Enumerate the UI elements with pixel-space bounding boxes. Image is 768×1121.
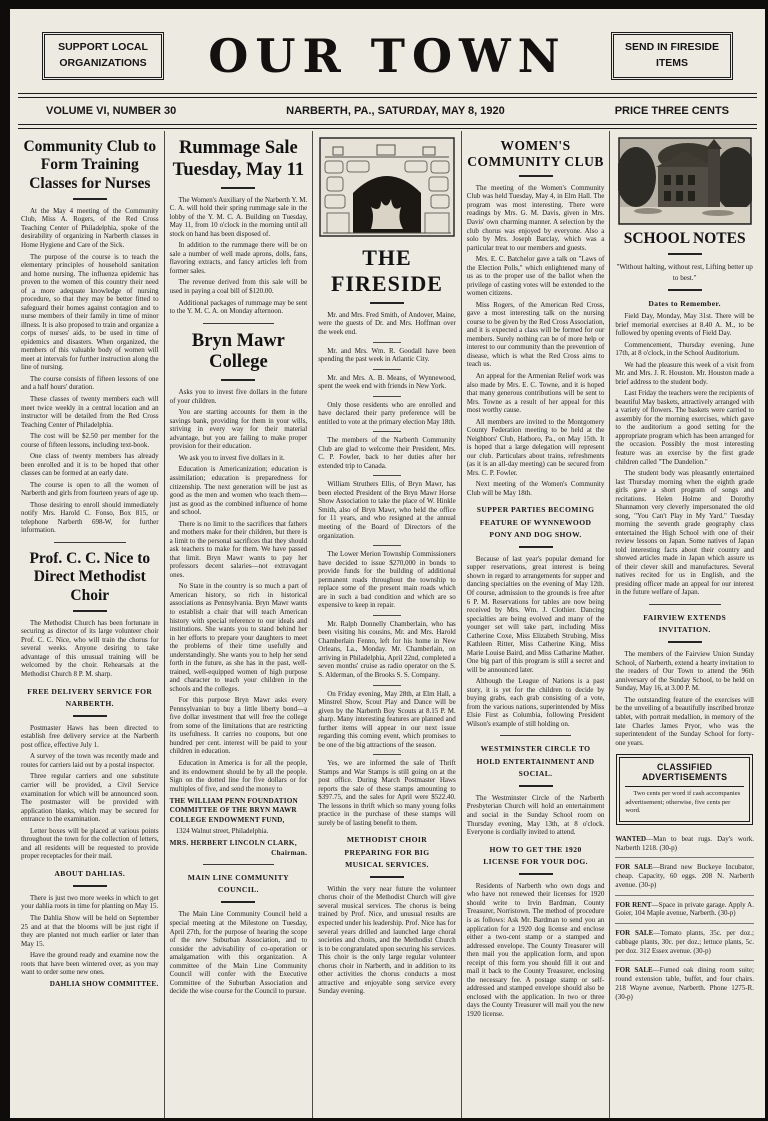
column-4	[462, 131, 611, 1118]
subhead-dog-license: HOW TO GET THE 1920 LICENSE FOR YOUR DOG.	[483, 844, 588, 866]
paragraph: These classes of twenty members each will meet twice weekly in a central location and an instructor will be detailed from the Red Cross Teaching Center of Philadelphia.	[21, 395, 159, 429]
headline-divider	[73, 198, 107, 200]
headline-womens-community-club: WOMEN'S COMMUNITY CLUB	[467, 138, 604, 169]
classified-ads-list	[615, 830, 754, 1007]
headline-divider	[221, 901, 255, 903]
subhead-about-dahlias: ABOUT DAHLIAS.	[54, 868, 126, 878]
article-womens-club	[467, 184, 605, 498]
article-dog-license	[467, 882, 605, 1019]
headline-divider	[73, 885, 107, 887]
paragraph: Although the League of Nations is a past story, it is yet for the children to decide by buying grabs, each grab consisting of a vote, from the various nations, superintended by Miss Elsie First as Columbia, following President Wilson's example of still holding on.	[466, 677, 605, 728]
paragraph: Mrs. E. C. Batchelor gave a talk on "Laws of the Election Polls," which enlightened many of us as to the proper use of the ballot when the privilege of casting votes will be extended to the women citizens.	[466, 255, 605, 298]
paragraph: The revenue derived from this sale will be used in paying a coal bill of $120.00.	[169, 278, 308, 295]
masthead	[16, 13, 759, 91]
paragraph: The Main Line Community Council held a special meeting at the Milestone on Tuesday, April 27th, for the purpose of hearing the scope of the new Suburban Association, and to consider the advisability of co-operation or amalgamation with this organization. A committee of the Main Line Community Council will confer with the Executive Committee of the Suburban Association and decide the wise course for the Council to pursue.	[169, 910, 308, 996]
headline-divider	[668, 641, 702, 643]
paragraph: Letter boxes will be placed at various points throughout the town for the collection of letters, and all residents will be requested to provide proper receptacles for their mail.	[21, 826, 159, 861]
article-main-line-council	[170, 910, 308, 995]
paragraph: You are starting accounts for them in the savings bank, providing for them in your wills, striving in every way for their material advantage, but you are failing to make proper provision for their education.	[169, 408, 308, 451]
paragraph: Three regular carriers and one substitute carrier will be provided, a Civil Service examination for which will be announced soon. The postmaster will be provided with application blanks, which may be secured for entrance to the examination.	[21, 772, 159, 824]
section-divider	[203, 323, 275, 324]
volume-number: VOLUME VI, NUMBER 30	[46, 105, 177, 117]
subhead-supper-parties: SUPPER PARTIES BECOMING FEATURE OF WYNNEWOOD PONY AND DOG SHOW.	[476, 505, 595, 539]
classified-ad-label: FOR SALE	[615, 929, 654, 938]
paragraph: The student body was pleasantly entertained last Thursday morning when the eighth grade girls gave a short program of songs and recitations. Helen Holme and Dorothy Shannamon very cleverly impersonated the old song, "You Can't Play in My Yard." Tuesday morning the seventh grade geography class entertained the High School with one of their review lessons on Japan. Some natives of Japan told interesting facts about their country and showed articles made in Japan which assure us of their clever skill and manufactures. Several natives recited for us in English, and the presiding officer made an appeal for our interest in the future welfare of Japan.	[615, 469, 754, 597]
fireside-item: Yes, we are informed the sale of Thrift Stamps and War Stamps is still going on at the post office. During March Postmaster Haws reports the sale of these stamps amounting to $397.75, and the sales for April were $522.40. The lessons in thrift which so many young folks practice in the purchase of these stamps will surely be of lasting benefit to them.	[318, 759, 456, 827]
paragraph: A survey of the town was recently made and routes for carriers laid out by a postal inspector.	[21, 752, 159, 769]
fireside-item: Mr. and Mrs. Fred Smith, of Andover, Maine, were the guests of Dr. and Mrs. Hoffman over the week end.	[318, 311, 456, 343]
fireside-item: Mr. Ralph Donnelly Chamberlain, who has been visiting his cousins, Mr. and Mrs. Harold Chamberlain Fenno, left for his home in New Orleans, La., Monday. Mr. Chamberlain, on arriving in Philadelphia, April 22nd, completed a seven months' cruise as radio operator on the S. S. Alderman, of the Brooks S. S. Company.	[318, 620, 456, 686]
paragraph: All members are invited to the Montgomery County Federation meeting to be held at the Neighbors' Club, Hatboro, Pa., on May 15th. It is hoped that a large delegation will represent our club. Particulars about trains, refreshments (as it is an all-day meeting) can be secured from Mrs. C. P. Fowler.	[466, 417, 605, 477]
paragraph: Have the ground ready and examine now the roots that have been wintered over, as you may want to order some new ones.	[21, 951, 159, 977]
subhead-main-line-council: MAIN LINE COMMUNITY COUNCIL.	[187, 873, 290, 895]
article-pony-dog-show	[467, 555, 605, 729]
headline-rummage-sale: Rummage Sale Tuesday, May 11	[172, 138, 305, 180]
article-westminster-circle	[467, 794, 605, 837]
headline-bryn-mawr: Bryn Mawr College	[191, 330, 285, 373]
section-divider	[54, 542, 126, 543]
paragraph: The meeting of the Women's Community Club was held Tuesday, May 4, in Elm Hall. The program was most interesting. There were readings by Mrs. G. M. Davis, given in Mrs. Davis' own charming manner. A selection by the club chorus was enjoyed by everyone. Also a solo by Mrs. Joseph Barclay, which was a particular treat to our members and guests.	[466, 183, 605, 252]
headline-divider	[221, 187, 255, 189]
headline-divider	[519, 785, 553, 787]
fund-committee-name: THE WILLIAM PENN FOUNDATION COMMITTEE OF THE BRYN MAWR COLLEGE ENDOWMENT FUND,	[169, 797, 298, 824]
dateline	[16, 100, 759, 122]
paper-title: OUR TOWN	[208, 29, 567, 83]
headline-the-fireside: THE FIRESIDE	[331, 245, 443, 296]
headline-divider	[370, 302, 404, 304]
classified-ad-label: FOR RENT	[615, 900, 652, 909]
fireside-item: The members of the Narberth Community Club are glad to welcome their President, Mrs. C. P. Fowler, back to her duties after her extended trip to Canada.	[318, 436, 456, 476]
paragraph: Postmaster Haws has been directed to establish free delivery service at the Narberth post office, effective July 1.	[21, 723, 159, 749]
paragraph: Education is Americanization; education is assimilation; education is preparedness for citizenship. The next generation will be just as good as the men and women who teach them—just as good as the combined influence of home and school.	[169, 465, 308, 517]
paragraph: We had the pleasure this week of a visit from Mr. and Mrs. J. R. Houston. Mr. Houston made a brief address to the student body.	[615, 360, 754, 386]
paragraph: Last Friday the teachers were the recipients of beautiful May baskets, attractively arranged with a variety of flowers. The baskets were carried to assembly for the morning exercises, which gave to the auditorium a good setting for the appropriate program which has been arranged for the occasion. Possibly the most interesting feature was an exercise by the first grade children called "The Dandelion."	[615, 389, 754, 466]
article-nurse-classes	[21, 207, 159, 535]
fireside-item: William Struthers Ellis, of Bryn Mawr, has been elected President of the Bryn Mawr Horse Show Association to take the place of W. Hinkle Smith, also of Bryn Mawr, who held the office for 11 years, and who resigned at the annual meeting of the Board of Directors of the organization.	[318, 480, 456, 546]
headline-divider	[519, 546, 553, 548]
paragraph: Additional packages of rummage may be sent to the Y. M. C. A. on Monday afternoon.	[169, 298, 308, 316]
paragraph: The Dahlia Show will be held on September 25 and at that the blooms will be just right if they are planted not much earlier or later than May 15.	[21, 913, 159, 948]
subhead-westminster-circle: WESTMINSTER CIRCLE TO HOLD ENTERTAINMENT AND SOCIAL.	[476, 744, 595, 778]
paragraph: The Women's Auxiliary of the Narberth Y. M. C. A. will hold their spring rummage sale in the lobby of the Y. M. C. A. Building on Tuesday, May 11, from 10 o'clock in the morning until all stock on hand has been disposed of.	[169, 195, 308, 238]
subhead-methodist-choir-services: METHODIST CHOIR PREPARING FOR BIG MUSICAL SERVICES.	[344, 835, 430, 869]
paragraph: The purpose of the course is to teach the elementary principles of household sanitation and home nursing. The influenza epidemic has proven to the women of this country their need of a more adequate knowledge of nursing procedure, so that they may be better fitted to safeguard their homes against contagion and to nurse members of their family in time of minor illness. It is also proposed to train and organize a corps of nurses' aids, to be used in time of epidemics and disasters. When organized, the members of this valuable body of women will meet at intervals for further instruction along the line of nursing.	[21, 252, 159, 372]
classified-ad-label: WANTED	[615, 834, 647, 843]
paragraph: For this purpose Bryn Mawr asks every Pennsylvanian to buy a little liberty bond—a five dollar investment that will free the college from some of the limitations that are restricting its usefulness. It carries no coupons, but one hundred per cent. interest will be paid to your children in education.	[169, 696, 308, 756]
classified-ad: WANTED—Man to beat rugs. Day's work. Narberth 1218. (30-p)	[615, 830, 754, 859]
classified-ad: FOR SALE—Tomato plants, 35c. per doz.; cabbage plants, 30c. per doz.; lettuce plants, 5c. per doz. 312 Essex avenue. (30-p)	[615, 924, 754, 961]
school-motto-quote: "Without halting, without rest, Lifting better up to best."	[616, 263, 753, 283]
section-divider	[203, 864, 275, 865]
headline-divider	[73, 715, 107, 717]
section-divider	[649, 604, 721, 605]
column-3	[313, 131, 462, 1118]
paragraph: The Westminster Circle of the Narberth Presbyterian Church will hold an entertainment and social in the Sunday School room on Thursday evening, May 13th, at 8 o'clock. Everyone is cordially invited to attend.	[466, 793, 605, 837]
subhead-dates-to-remember: Dates to Remember.	[648, 298, 721, 308]
paragraph: In addition to the rummage there will be on sale a number of well made aprons, dolls, fans, flavoring extracts, and fancy articles left from former sales.	[169, 241, 308, 275]
subhead-fairview-invitation: FAIRVIEW EXTENDS INVITATION.	[643, 613, 727, 635]
article-choir-services	[318, 885, 456, 996]
paragraph: The members of the Fairview Union Sunday School, of Narberth, extend a hearty invitation to the readers of Our Town to attend the 96th anniversary of the Sunday School, to be held on Sunday, May 16, at 3.00 P. M.	[615, 650, 754, 693]
classified-rates-note: Two cents per word if cash accompanies advertisement; otherwise, five cents per word.	[625, 786, 744, 816]
paragraph: The course consists of fifteen lessons of one and a half hours' duration.	[21, 374, 159, 392]
classified-ad: FOR RENT—Space in private garage. Apply A. Goier, 104 Maple avenue, Narberth. (30-p)	[615, 896, 754, 925]
paragraph: We ask you to invest five dollars in it.	[178, 453, 285, 462]
paragraph: Next meeting of the Women's Community Club will be May 18th.	[466, 480, 605, 497]
school-building-photo	[618, 137, 752, 225]
double-rule	[18, 124, 757, 129]
classified-title: CLASSIFIED ADVERTISEMENTS	[642, 762, 728, 783]
article-dahlias	[21, 894, 159, 977]
headline-divider	[73, 610, 107, 612]
paragraph: Field Day, Monday, May 31st. There will be brief memorial exercises at 8.40 A. M., to be followed by opening events of Field Day.	[615, 312, 754, 338]
fireside-illustration	[319, 137, 455, 237]
subhead-free-delivery: FREE DELIVERY SERVICE FOR NARBERTH.	[27, 686, 153, 708]
article-school-notes	[615, 312, 754, 597]
paragraph: Miss Rogers, of the American Red Cross, gave a most interesting talk on the nursing course to be given by the Red Cross Association, and it is expected a class will be formed for our members. Surely nothing can be of more help or interest to our community than the prevention of disease, which is what the Red Cross aims to teach us.	[466, 300, 605, 369]
clark-title: Chairman.	[271, 849, 308, 858]
headline-divider	[370, 876, 404, 878]
headline-community-club: Community Club to Form Training Classes for Nurses	[23, 138, 157, 192]
paragraph: An appeal for the Armenian Relief work was also made by Mrs. E. C. Towne, and it is hoped that many generous contributions will be sent to Mrs. Towne as a result of her appeal for this most worthy cause.	[466, 372, 605, 415]
column-5	[610, 131, 759, 1118]
paragraph: The cost will be $2.50 per member for the course of fifteen lessons, including text-book.	[21, 432, 159, 449]
section-divider	[500, 735, 572, 736]
classified-ads-box-inner	[619, 757, 750, 822]
headline-prof-nice: Prof. C. C. Nice to Direct Methodist Choir	[29, 549, 151, 604]
fireside-items	[318, 311, 456, 828]
clark-signature: MRS. HERBERT LINCOLN CLARK,	[169, 839, 297, 848]
location-date: NARBERTH, PA., SATURDAY, MAY 8, 1920	[286, 105, 505, 117]
paragraph: At the May 4 meeting of the Community Club, Miss A. Rogers, of the Red Cross Teaching Center of Philadelphia, spoke of the desirability of organizing in Narberth classes in Home Hygiene and Care of the Sick.	[21, 206, 159, 249]
paragraph: There is just two more weeks in which to get your dahlia roots in time for planting on May 15.	[21, 893, 159, 911]
columns	[16, 131, 759, 1118]
column-2	[165, 131, 314, 1118]
paragraph: No State in the country is so much a part of American history, so rich in historical associations as Pennsylvania. Bryn Mawr wants to establish a chair that will teach American history with special reference to our ideals and institutions. She wants you to stand behind her in her efforts to prepare your daughters to meet the problems of their time usefully and understandingly. She wants you to help her send forth in the future, as she has in the past, well-trained, well-equipped women of high purpose and character to teach your children in the schools and the colleges.	[169, 582, 308, 693]
article-fairview	[615, 650, 754, 747]
paragraph: Education in America is for all the people, and its endowment should be by all the people. Sign on the dotted line for five dollars or for multiples of five, and send the money to	[169, 759, 308, 793]
classified-ads-box	[616, 754, 753, 825]
article-rummage-sale	[170, 196, 308, 316]
classified-ad: FOR SALE—Brand new Buckeye Incubator, cheap. Capacity, 60 eggs. 208 N. Narberth avenue. (30-p)	[615, 858, 754, 895]
article-methodist-choir	[21, 619, 159, 679]
headline-school-notes: SCHOOL NOTES	[623, 230, 746, 247]
support-local-box: SUPPORT LOCAL ORGANIZATIONS	[42, 32, 164, 80]
headline-divider	[221, 379, 255, 381]
newspaper-page	[10, 9, 765, 1118]
paragraph: One class of twenty members has already been enrolled and it is to be hoped that other classes can be formed at an early date.	[21, 452, 159, 478]
paragraph: The course is open to all the women of Narberth and girls from fourteen years of age up.	[21, 480, 159, 498]
fund-address: 1324 Walnut street, Philadelphia.	[175, 827, 269, 836]
fireside-item: Only those residents who are enrolled and have declared their party preference will be entitled to vote at the primary election May 18th.	[318, 401, 456, 433]
paragraph: Asks you to invest five dollars in the future of your children.	[169, 388, 308, 405]
fireside-item: The Lower Merion Township Commissioners have decided to issue $270,000 in bonds to provide funds for the building of additional permanent roads throughout the township to replace some of the present main roads which are in such a bad condition and which are so expensive to keep in repair.	[318, 550, 456, 616]
fireside-items-box: SEND IN FIRESIDE ITEMS	[611, 32, 733, 80]
fireside-item: Mr. and Mrs. A. B. Means, of Wynnewood, spent the week end with friends in New York.	[318, 374, 456, 397]
classified-ad: FOR SALE—Fumed oak dining room suite; round extension table, buffet, and four chairs. 218 Wayne avenue, Narberth. Phone 1275-R. (30-p)	[615, 966, 754, 1001]
headline-divider	[519, 175, 553, 177]
dahlia-committee-signature: DAHLIA SHOW COMMITTEE.	[49, 979, 159, 988]
paragraph: Residents of Narberth who own dogs and who have not renewed their licenses for 1920 should write to Irvin Bardman, County Treasurer, Norristown. The method of procedure is as follows: Ask Mr. Bardman to send you an application for a 1920 dog license and enclose either a two-cent stamp or a stamped and addressed envelope. The County Treasurer will then mail you the application form, and upon receipt of this form you should fill it out and mail it back to the County Treasurer, enclosing the necessary fee. A postage stamp or self-addressed and stamped envelope should also be enclosed with the application. In two or three days the County Treasurer will mail you the new 1920 license.	[466, 881, 605, 1018]
fireside-item: Mr. and Mrs. Wm. R. Goodall have been spending the past week in Atlantic City.	[318, 347, 456, 370]
article-free-delivery	[21, 724, 159, 861]
paragraph: Those desiring to enroll should immediately notify Mrs. Harold C. Fonso, Box 815, or telephone Narberth 698-W, for further information.	[21, 500, 159, 535]
article-bryn-mawr	[170, 388, 308, 793]
headline-divider	[668, 253, 702, 255]
paragraph: Commencement, Thursday evening, June 17th, at 8 o'clock, in the School Auditorium.	[615, 340, 754, 358]
double-rule	[18, 93, 757, 98]
classified-ad-label: FOR SALE	[615, 863, 653, 872]
paragraph: The outstanding feature of the exercises will be the unveiling of a beautifully inscribed bronze tablet, with portrait medallion, in memory of the late Charles James Pryor, who was the superintendent of the Sunday School for forty-one years.	[615, 695, 754, 747]
fireside-item: On Friday evening, May 28th, at Elm Hall, a Minstrel Show, Scout Play and Dance will be given by the Narberth Boy Scouts at 8.15 P. M. sharp. Many interesting features are planned and further items will appear in our next issue regarding this coming event, which promises to be one of the big attractions of the season.	[318, 690, 456, 756]
column-1	[16, 131, 165, 1118]
price: PRICE THREE CENTS	[614, 105, 729, 117]
paragraph: Because of last year's popular demand for supper reservations, great interest is being shown in regard to arrangements for supper and dancing specialties on the evening of May 12th. Of course, admission to the grounds is free after 6 P. M. Reservations for tables are now being received by Mrs. Wm. J. Clothier. Dancing specialties are being evolved and many of the younger set will take part, including Miss Catherine Coxe, Miss Elizabeth Strubing, Miss Kathleen Ritter, Miss Catherine King, Miss Marie Louise Baird, and Miss Catharine Mather. One big part of this program is still a secret and will be announced later.	[466, 554, 605, 674]
headline-divider	[668, 289, 702, 291]
headline-divider	[519, 873, 553, 875]
classified-ad-label: FOR SALE	[615, 966, 653, 975]
paragraph: There is no limit to the sacrifices that fathers and mothers make for their children, but there is a limit to the personal sacrifices that they should ask teachers to make for them. We have passed that limit. Bryn Mawr wants to pay her professors decent salaries—not extravagant ones.	[169, 519, 308, 579]
paragraph: Within the very near future the volunteer chorus choir of the Methodist Church will give several musical services. The chorus is being trained by Prof. Nice, and unusual results are expected under his leadership. Prof. Nice has for several years drilled and launched large choral societies and choirs, and the Methodist Church is to be congratulated upon securing his services. This choir is the only large regular volunteer chorus choir in Narberth, and in addition to its other activities the chorus conducts a most attractive and enjoyable song service every Sunday evening.	[318, 884, 456, 996]
paragraph: The Methodist Church has been fortunate in securing as director of its large volunteer choir Prof. C. C. Nice, who will train the chorus for several weeks. Anyone desiring to take advantage of this unusual training will be welcomed by the choir. Rehearsals at the Methodist Church 8 P. M. sharp.	[21, 618, 159, 678]
